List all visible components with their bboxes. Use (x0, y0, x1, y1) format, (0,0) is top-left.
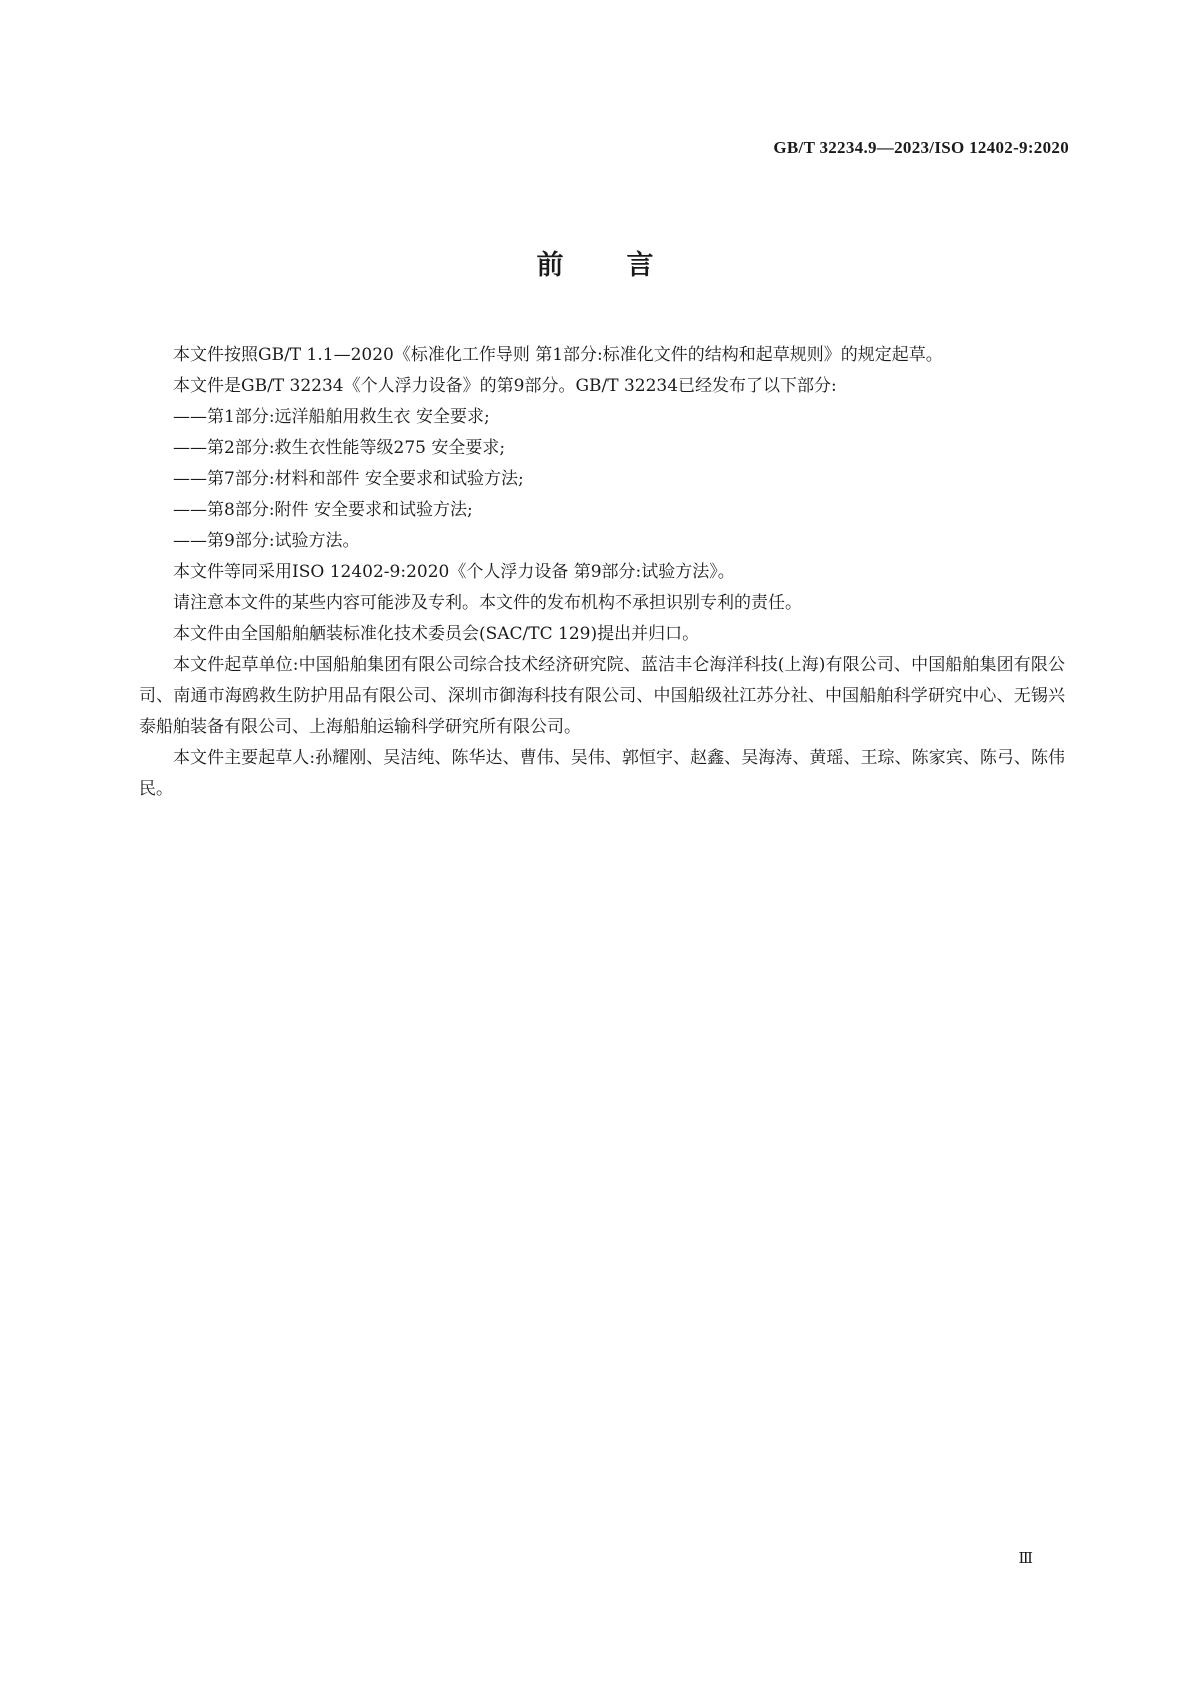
paragraph-drafters: 本文件主要起草人:孙耀刚、吴洁纯、陈华达、曹伟、吴伟、郭恒宇、赵鑫、吴海涛、黄瑶、王琮、陈家宾、陈弓、陈伟民。 (139, 748, 1065, 799)
list-item-part7: ——第7部分:材料和部件 安全要求和试验方法; (173, 469, 524, 489)
paragraph-drafting-units: 本文件起草单位:中国船舶集团有限公司综合技术经济研究院、蓝洁丰仑海洋科技(上海)有限公司、中国船舶集团有限公司、南通市海鸥救生防护用品有限公司、深圳市御海科技有限公司、中国船级社江苏分社、中国船舶科学研究中心、无锡兴泰船舶装备有限公司、上海船舶运输科学研究所有限公司。 (139, 655, 1065, 737)
title-char-2: 言 (626, 250, 655, 281)
paragraph-adoption: 本文件等同采用ISO 12402-9:2020《个人浮力设备 第9部分:试验方法》。 (173, 562, 735, 582)
list-item-part1: ——第1部分:远洋船舶用救生衣 安全要求; (173, 407, 490, 427)
title-char-1: 前 (536, 250, 565, 281)
paragraph-patent-notice: 请注意本文件的某些内容可能涉及专利。本文件的发布机构不承担识别专利的责任。 (173, 593, 802, 613)
paragraph-proposer: 本文件由全国船舶舾装标准化技术委员会(SAC/TC 129)提出并归口。 (173, 624, 700, 644)
page-title (0, 243, 1191, 282)
list-item-part9: ——第9部分:试验方法。 (173, 531, 360, 551)
list-item-part2: ——第2部分:救生衣性能等级275 安全要求; (173, 438, 506, 458)
list-item-part8: ——第8部分:附件 安全要求和试验方法; (173, 500, 473, 520)
standard-code-header: GB/T 32234.9—2023/ISO 12402-9:2020 (773, 138, 1069, 157)
paragraph-series-info: 本文件是GB/T 32234《个人浮力设备》的第9部分。GB/T 32234已经发布了以下部分: (173, 376, 837, 396)
paragraph-drafting-rules: 本文件按照GB/T 1.1—2020《标准化工作导则 第1部分:标准化文件的结构和起草规则》的规定起草。 (173, 345, 943, 365)
page-number: Ⅲ (1018, 1551, 1033, 1567)
foreword-body (139, 340, 1065, 805)
